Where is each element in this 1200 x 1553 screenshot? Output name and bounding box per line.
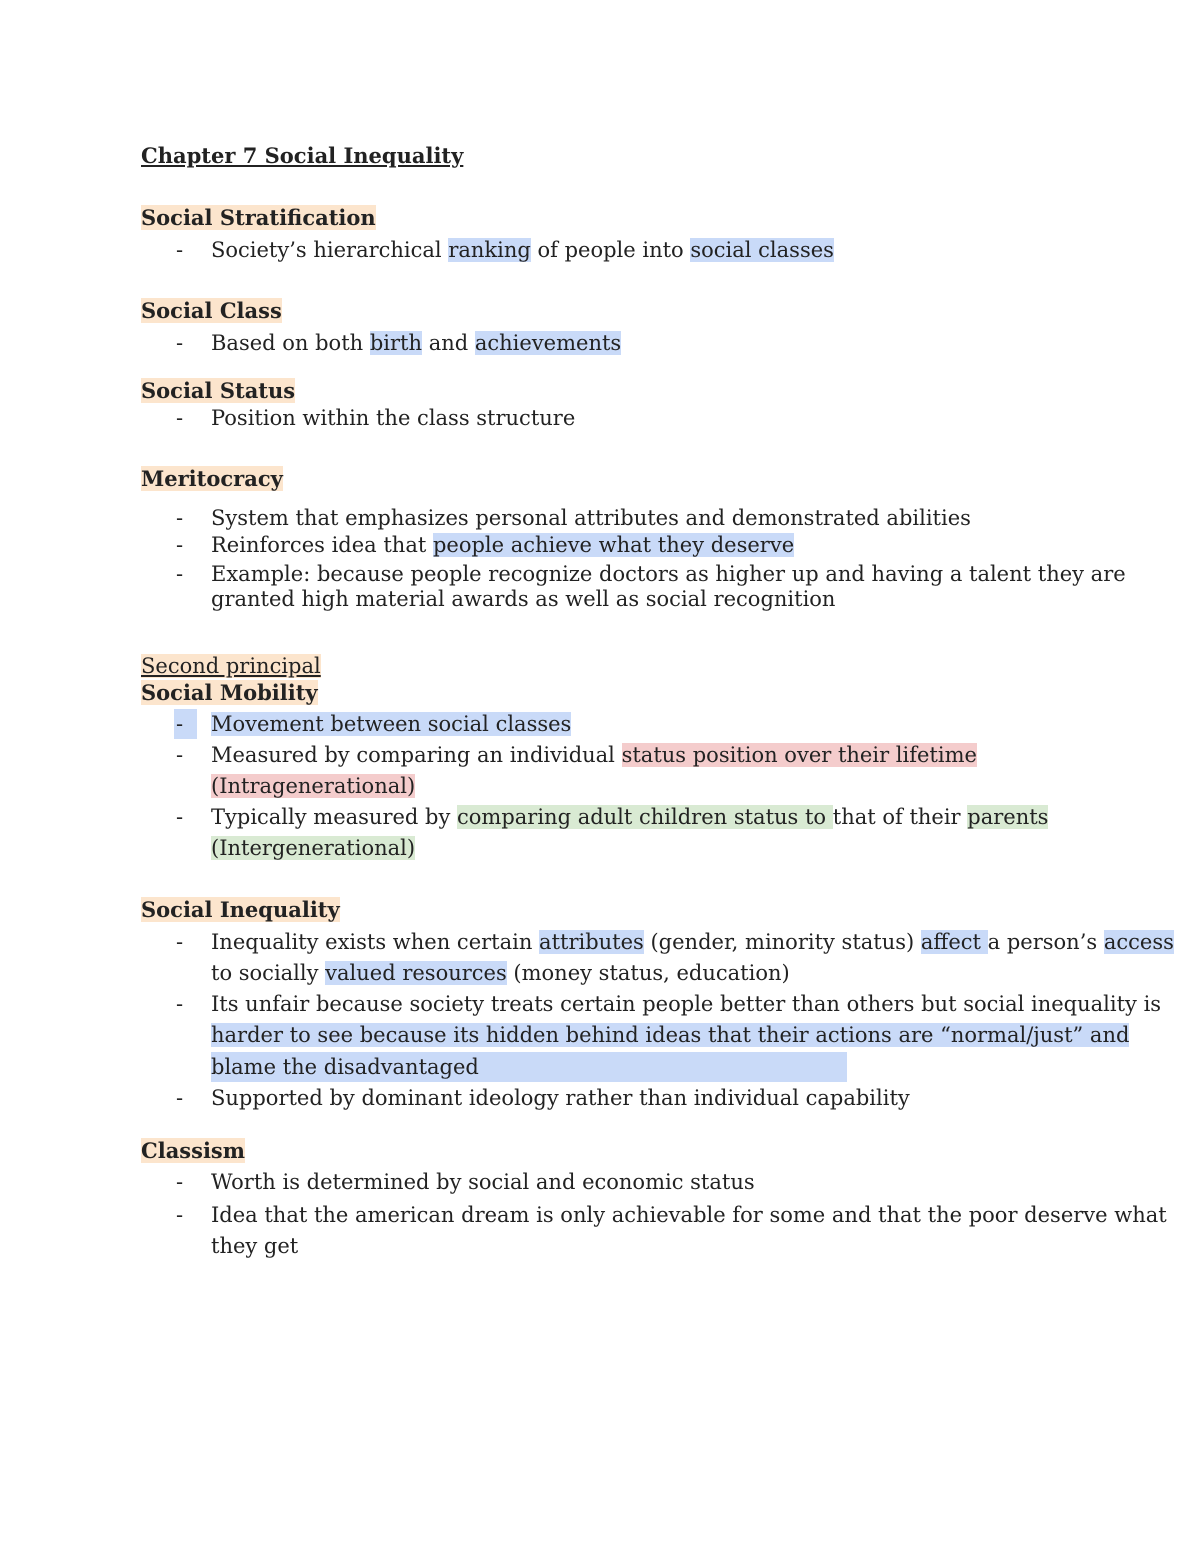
bullet-inequality-2-cont: harder to see because its hidden behind ideas that their actions are “normal/just” and bbox=[211, 1023, 1130, 1047]
heading-meritocracy: Meritocracy bbox=[141, 466, 283, 491]
bullet-marker: - bbox=[176, 331, 184, 355]
bullet-mobility-1: Movement between social classes bbox=[211, 712, 572, 736]
bullet-inequality-1-cont: to socially valued resources (money status, education) bbox=[211, 961, 790, 985]
bullet-mobility-3-cont: (Intergenerational) bbox=[211, 836, 416, 860]
bullet-meritocracy-3-cont: granted high material awards as well as social recognition bbox=[211, 587, 836, 611]
bullet-marker: - bbox=[176, 1203, 184, 1227]
heading-classism: Classism bbox=[141, 1138, 245, 1163]
bullet-meritocracy-1: System that emphasizes personal attributes and demonstrated abilities bbox=[211, 506, 971, 530]
bullet-inequality-1: Inequality exists when certain attributes (gender, minority status) affect a person’s access bbox=[211, 930, 1174, 954]
bullet-classism-1: Worth is determined by social and economic status bbox=[211, 1170, 755, 1194]
bullet-marker: - bbox=[176, 805, 184, 829]
bullet-marker: - bbox=[176, 930, 184, 954]
heading-social-inequality: Social Inequality bbox=[141, 897, 340, 922]
bullet-inequality-2-cont2: blame the disadvantaged bbox=[211, 1052, 847, 1082]
bullet-class-1: Based on both birth and achievements bbox=[211, 331, 622, 355]
heading-social-mobility: Social Mobility bbox=[141, 680, 318, 705]
bullet-marker: - bbox=[176, 506, 184, 530]
bullet-mobility-2: Measured by comparing an individual status position over their lifetime bbox=[211, 743, 977, 767]
bullet-marker: - bbox=[176, 743, 184, 767]
bullet-marker: - bbox=[174, 709, 197, 739]
bullet-status-1: Position within the class structure bbox=[211, 406, 576, 430]
bullet-mobility-3: Typically measured by comparing adult children status to that of their parents bbox=[211, 805, 1049, 829]
bullet-meritocracy-3: Example: because people recognize doctors as higher up and having a talent they are bbox=[211, 562, 1126, 586]
bullet-stratification-1: Society’s hierarchical ranking of people into social classes bbox=[211, 238, 834, 262]
bullet-marker: - bbox=[176, 238, 184, 262]
bullet-marker: - bbox=[176, 992, 184, 1016]
heading-social-class: Social Class bbox=[141, 298, 282, 323]
bullet-marker: - bbox=[176, 562, 184, 586]
bullet-classism-2: Idea that the american dream is only achievable for some and that the poor deserve what bbox=[211, 1203, 1167, 1227]
bullet-marker: - bbox=[176, 533, 184, 557]
document-title: Chapter 7 Social Inequality bbox=[141, 143, 464, 168]
bullet-marker: - bbox=[176, 406, 184, 430]
heading-social-status: Social Status bbox=[141, 378, 296, 403]
bullet-marker: - bbox=[176, 1086, 184, 1110]
bullet-marker: - bbox=[176, 1170, 184, 1194]
bullet-inequality-3: Supported by dominant ideology rather than individual capability bbox=[211, 1086, 910, 1110]
bullet-mobility-2-cont: (Intragenerational) bbox=[211, 774, 416, 798]
bullet-inequality-2: Its unfair because society treats certain people better than others but social inequality is bbox=[211, 992, 1162, 1016]
subheading-second-principal: Second principal bbox=[141, 654, 321, 678]
bullet-classism-2-cont: they get bbox=[211, 1234, 299, 1258]
bullet-meritocracy-2: Reinforces idea that people achieve what they deserve bbox=[211, 533, 795, 557]
heading-social-stratification: Social Stratification bbox=[141, 205, 376, 230]
